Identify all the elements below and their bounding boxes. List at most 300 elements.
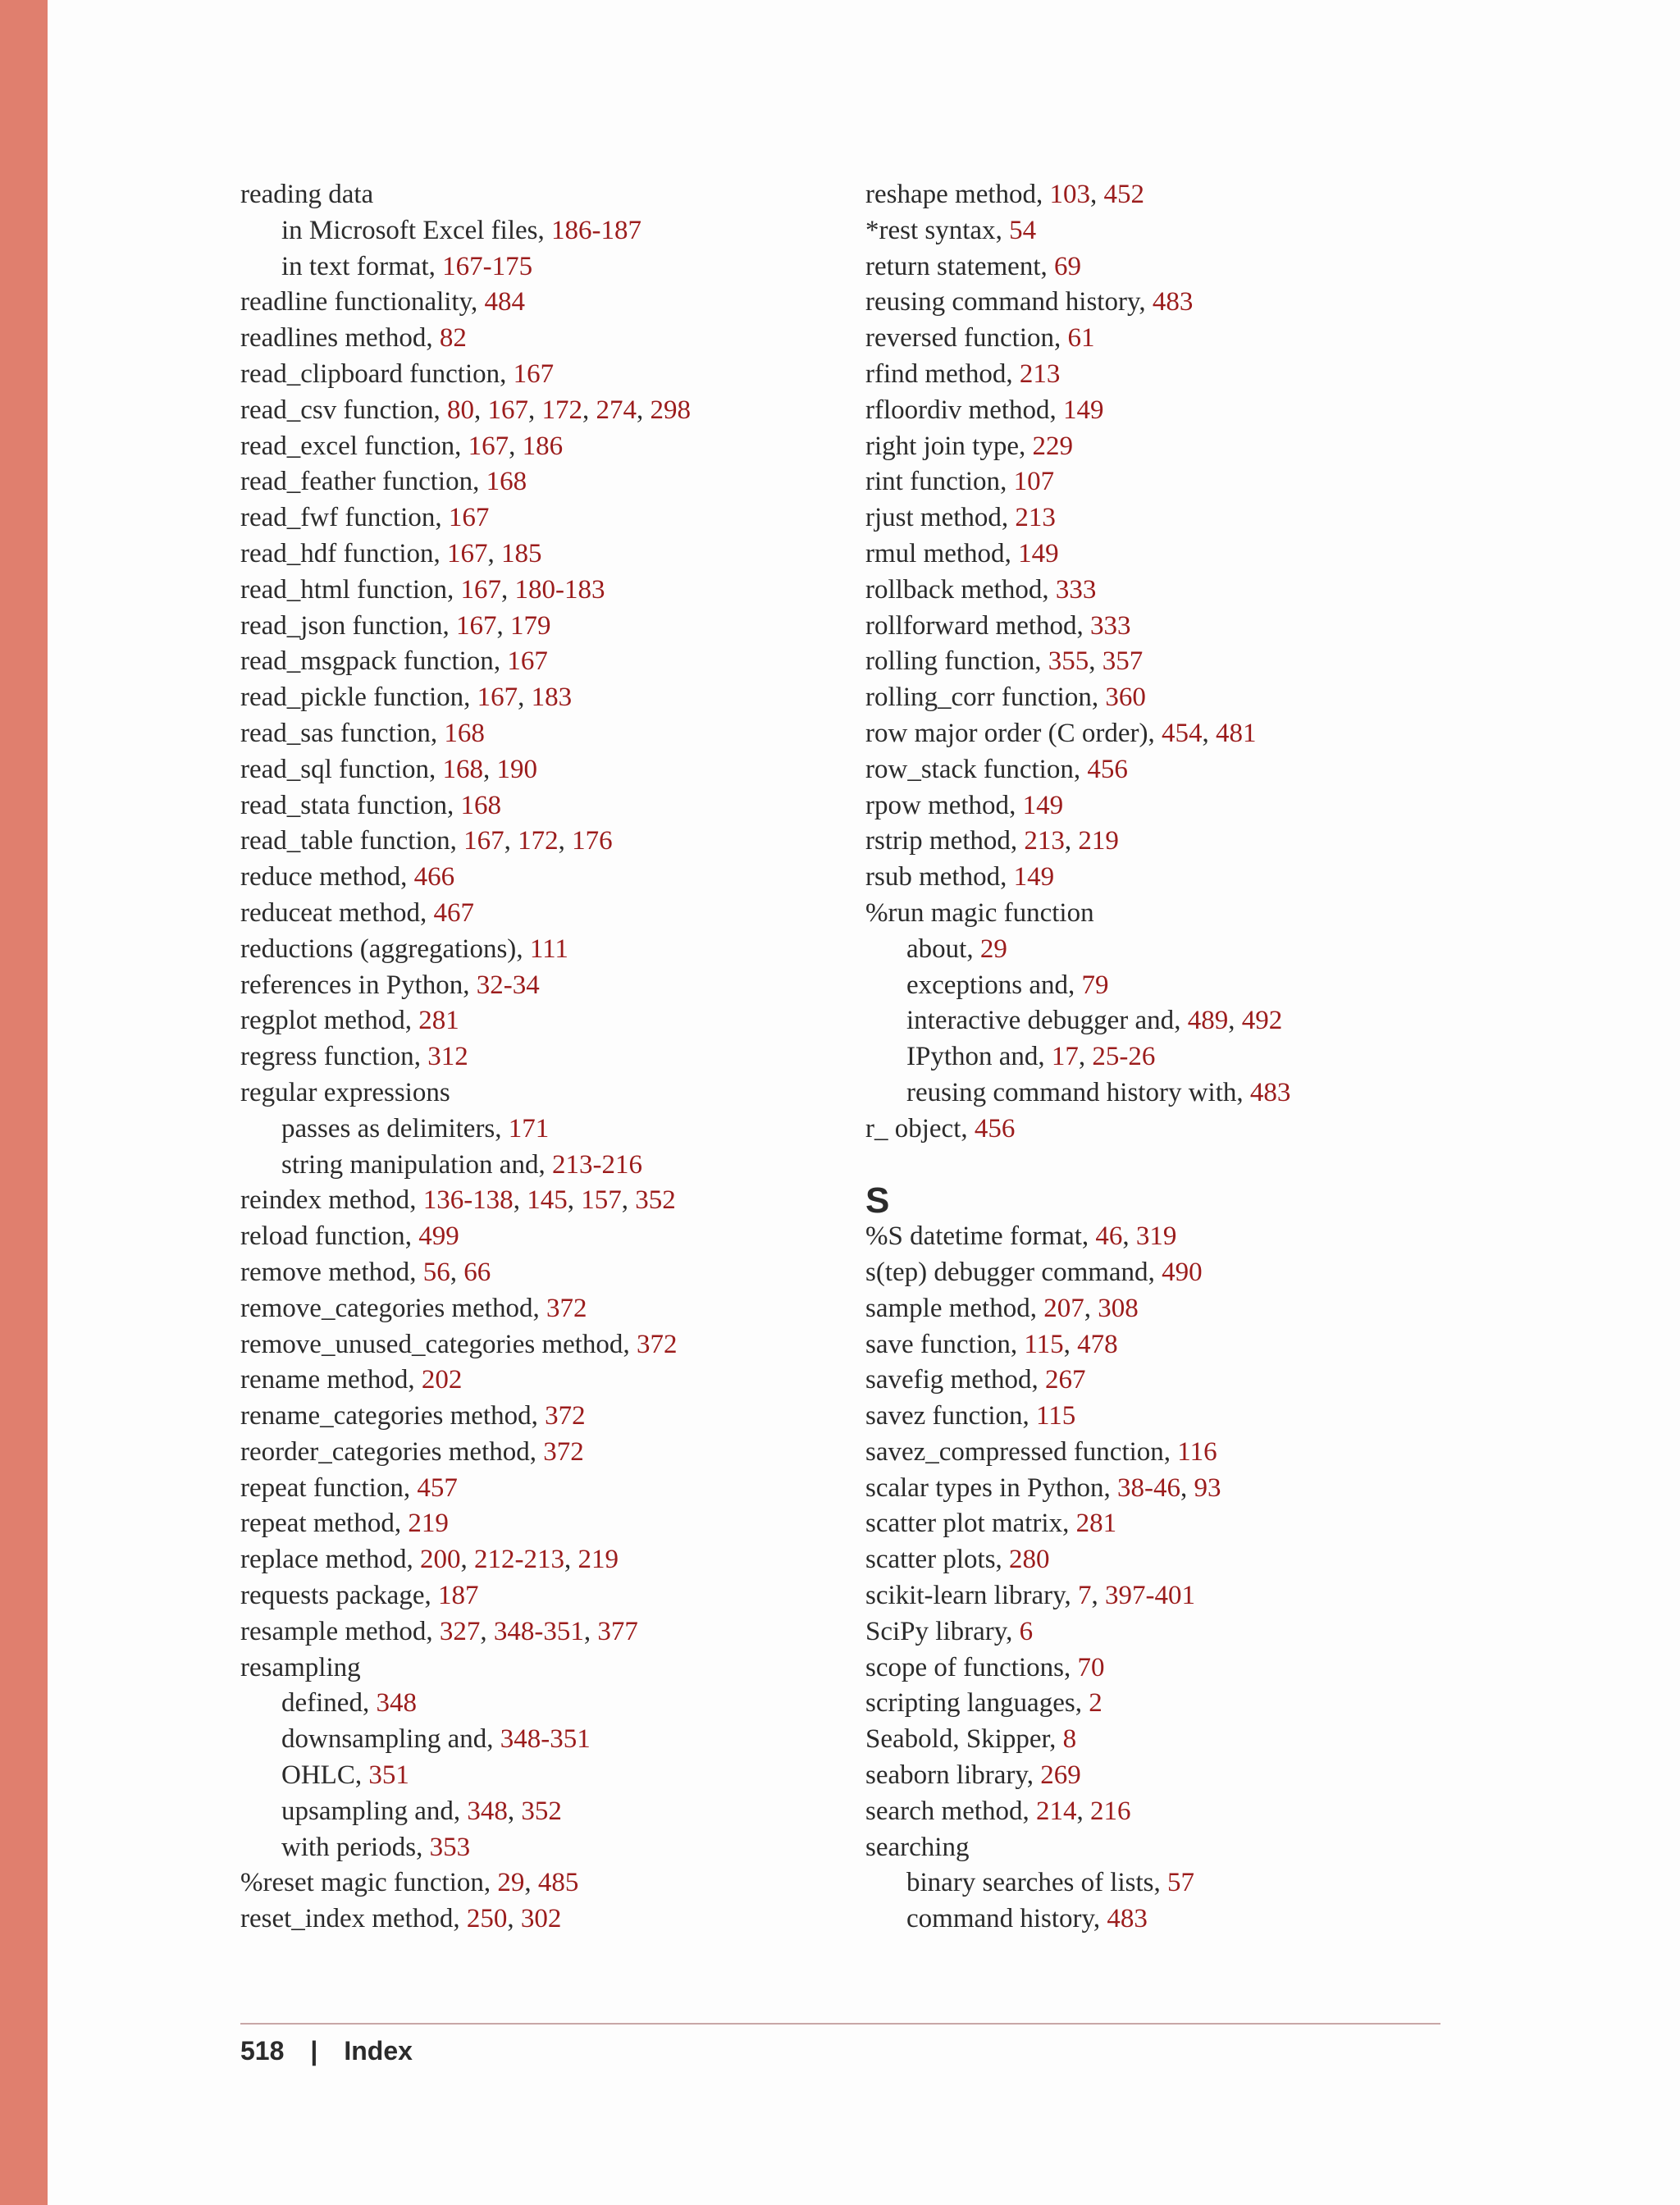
index-term: remove_categories method [240,1293,533,1323]
index-entry: sample method, 207, 308 [865,1293,1139,1323]
index-subentry: downsampling and, 348-351 [281,1724,591,1755]
page-reference-link[interactable]: 397-401 [1105,1581,1196,1611]
page-reference-link[interactable]: 360 [1105,682,1146,713]
index-entry: reindex method, 136-138, 145, 157, 352 [240,1185,676,1216]
page-reference-link[interactable]: 168 [460,790,501,820]
index-term: replace method [240,1545,407,1575]
index-term: in Microsoft Excel files [281,215,538,245]
index-term: savez function [865,1401,1023,1431]
index-entry: reusing command history, 483 [865,287,1194,317]
page-reference-link[interactable]: 167-175 [442,251,533,281]
page-reference-link[interactable]: 452 [1103,180,1145,209]
index-entry: return statement, 69 [865,251,1082,281]
page-reference-link[interactable]: 319 [1135,1221,1177,1252]
index-group-s [865,1219,1440,1938]
index-term: reduceat method [240,897,420,928]
index-entry: scope of functions, 70 [865,1652,1105,1682]
page-reference-link[interactable]: 214 [1036,1796,1077,1826]
page-reference-link[interactable]: 485 [537,1868,579,1898]
page-reference-link[interactable]: 212-213 [473,1545,564,1575]
index-term: reusing command history with [906,1077,1237,1107]
index-term: rjust method [865,503,1002,533]
index-entry: reduceat method, 467 [240,897,474,928]
index-entry: read_sas function, 168 [240,718,485,748]
page-reference-link[interactable]: 348-351 [500,1724,591,1755]
page-reference-link[interactable]: 483 [1152,287,1194,317]
index-entry: rsub method, 149 [865,862,1055,892]
page-reference-link[interactable]: 57 [1167,1868,1194,1898]
index-entry: read_feather function, 168 [240,467,527,497]
index-entry: regress function, 312 [240,1042,468,1072]
index-term: about [906,934,967,964]
index-entry: read_html function, 167, 180-183 [240,574,605,605]
page-reference-link[interactable]: 29 [979,934,1007,964]
page-footer [240,2036,413,2066]
index-term: rmul method [865,538,1005,568]
index-subentry: in Microsoft Excel files, 186-187 [281,215,642,245]
index-term: row major order (C order) [865,718,1148,748]
page-reference-link[interactable]: 7 [1078,1581,1092,1611]
index-term: regplot method [240,1006,405,1036]
index-entry: save function, 115, 478 [865,1329,1118,1359]
page-reference-link[interactable]: 25-26 [1092,1042,1156,1072]
index-term: rollforward method [865,610,1077,641]
index-term: scatter plot matrix [865,1509,1063,1539]
index-term: %reset magic function [240,1868,484,1898]
index-term: read_msgpack function [240,646,494,677]
page-reference-link[interactable]: 149 [1018,538,1059,568]
index-entry: read_table function, 167, 172, 176 [240,826,613,856]
index-term: scalar types in Python [865,1472,1104,1503]
page-reference-link[interactable]: 157 [581,1185,622,1216]
index-term: OHLC [281,1760,355,1791]
index-term: scripting languages [865,1688,1075,1719]
index-term: read_clipboard function [240,358,500,389]
page-reference-link[interactable]: 93 [1194,1472,1221,1503]
page-reference-link[interactable]: 186 [522,431,564,461]
index-term: command history [906,1904,1093,1934]
index-term: in text format [281,251,429,281]
index-term: rfind method [865,358,1007,389]
index-entry: rolling function, 355, 357 [865,646,1144,677]
index-entry: savez function, 115 [865,1401,1076,1431]
index-entry: reorder_categories method, 372 [240,1436,584,1467]
page-reference-link[interactable]: 327 [439,1616,481,1646]
index-entry: remove method, 56, 66 [240,1257,491,1287]
index-term: regress function [240,1042,414,1072]
index-term: IPython and [906,1042,1039,1072]
page-reference-link[interactable]: 46 [1095,1221,1123,1252]
page-reference-link[interactable]: 171 [508,1113,550,1144]
index-entry: remove_unused_categories method, 372 [240,1329,678,1359]
index-subentry: in text format, 167-175 [281,251,533,281]
page-reference-link[interactable]: 280 [1009,1545,1050,1575]
index-term: defined [281,1688,363,1719]
page-reference-link[interactable]: 80 [447,395,474,425]
page-reference-link[interactable]: 168 [444,718,485,748]
page-reference-link[interactable]: 167 [477,682,518,713]
index-term: reset_index method [240,1904,454,1934]
index-term: reading data [240,180,374,209]
index-entry: rpow method, 149 [865,790,1064,820]
page-reference-link[interactable]: 82 [439,323,467,354]
index-entry: row major order (C order), 454, 481 [865,718,1257,748]
index-term: references in Python [240,970,463,1000]
index-term: upsampling and [281,1796,454,1826]
index-entry: reduce method, 466 [240,862,455,892]
index-term: passes as delimiters [281,1113,495,1144]
page-reference-link[interactable]: 190 [496,754,538,784]
footer-divider [240,2023,1440,2025]
index-term: sample method [865,1293,1030,1323]
page-reference-link[interactable]: 267 [1045,1365,1086,1395]
index-entry: references in Python, 32-34 [240,970,540,1000]
page-reference-link[interactable]: 213 [1015,503,1056,533]
page-reference-link[interactable]: 213 [1024,826,1065,856]
page-reference-link[interactable]: 274 [596,395,637,425]
page-reference-link[interactable]: 56 [422,1257,450,1287]
index-entry: *rest syntax, 54 [865,215,1037,245]
page-reference-link[interactable]: 115 [1024,1329,1064,1359]
index-entry: rename_categories method, 372 [240,1401,586,1431]
page-reference-link[interactable]: 281 [1075,1509,1117,1539]
page-reference-link[interactable]: 216 [1090,1796,1131,1826]
index-group-r [865,177,1440,1148]
index-term: repeat method [240,1509,395,1539]
page-reference-link[interactable]: 2 [1089,1688,1102,1719]
page-reference-link[interactable]: 213 [1019,358,1061,389]
page-reference-link[interactable]: 333 [1090,610,1131,641]
index-entry: readline functionality, 484 [240,287,525,317]
index-term: read_sql function [240,754,430,784]
page-reference-link[interactable]: 483 [1107,1904,1148,1934]
page-reference-link[interactable]: 200 [419,1545,461,1575]
page-reference-link[interactable]: 229 [1032,431,1073,461]
index-term: read_hdf function [240,538,434,568]
index-entry: scatter plot matrix, 281 [865,1509,1117,1539]
index-term: rolling_corr function [865,682,1092,713]
page-reference-link[interactable]: 250 [466,1904,508,1934]
index-entry: SciPy library, 6 [865,1616,1034,1646]
page-reference-link[interactable]: 179 [510,610,551,641]
page-reference-link[interactable]: 357 [1102,646,1144,677]
page-reference-link[interactable]: 499 [418,1221,459,1252]
page-reference-link[interactable]: 308 [1098,1293,1139,1323]
page-reference-link[interactable]: 145 [527,1185,568,1216]
page-reference-link[interactable]: 489 [1187,1006,1229,1036]
index-subentry: about, 29 [906,934,1007,964]
index-term: row_stack function [865,754,1074,784]
index-term: reorder_categories method [240,1436,530,1467]
index-column-right [865,177,1440,1938]
page-reference-link[interactable]: 176 [572,826,613,856]
index-term: seaborn library [865,1760,1027,1791]
page-reference-link[interactable]: 70 [1077,1652,1105,1682]
page-reference-link[interactable]: 111 [529,934,568,964]
index-entry: r_ object, 456 [865,1113,1016,1144]
page-reference-link[interactable]: 348 [467,1796,508,1826]
index-subentry: passes as delimiters, 171 [281,1113,550,1144]
page-reference-link[interactable]: 481 [1216,718,1257,748]
page-reference-link[interactable]: 172 [518,826,559,856]
page-reference-link[interactable]: 180-183 [514,574,605,605]
page-reference-link[interactable]: 149 [1013,862,1055,892]
page-reference-link[interactable]: 348-351 [493,1616,584,1646]
page-reference-link[interactable]: 167 [487,395,528,425]
index-entry: rjust method, 213 [865,503,1056,533]
index-entry: rolling_corr function, 360 [865,682,1146,713]
page-reference-link[interactable]: 219 [408,1509,449,1539]
index-term: %S datetime format [865,1221,1082,1252]
index-subentry: command history, 483 [906,1904,1148,1934]
page-reference-link[interactable]: 302 [520,1904,562,1934]
page-reference-link[interactable]: 69 [1054,251,1082,281]
index-entry: regplot method, 281 [240,1006,459,1036]
index-subentry: upsampling and, 348, 352 [281,1796,562,1826]
page-reference-link[interactable]: 116 [1177,1436,1217,1467]
page-reference-link[interactable]: 149 [1063,395,1104,425]
index-entry [865,1830,1440,1866]
index-term: rolling function [865,646,1035,677]
page-reference-link[interactable]: 269 [1040,1760,1081,1791]
index-entry: read_sql function, 168, 190 [240,754,538,784]
page-reference-link[interactable]: 298 [650,395,691,425]
page-reference-link[interactable]: 351 [368,1760,409,1791]
index-entry: remove_categories method, 372 [240,1293,587,1323]
index-term: s(tep) debugger command [865,1257,1148,1287]
index-term: read_feather function [240,467,473,497]
page-reference-link[interactable]: 149 [1022,790,1064,820]
page-reference-link[interactable]: 61 [1067,323,1095,354]
page-reference-link[interactable]: 281 [418,1006,459,1036]
index-term: reload function [240,1221,405,1252]
index-term: regular expressions [240,1077,450,1107]
index-term: resampling [240,1652,361,1682]
index-entry: scatter plots, 280 [865,1545,1050,1575]
page-reference-link[interactable]: 483 [1249,1077,1291,1107]
index-entry [240,1075,815,1112]
page-reference-link[interactable]: 66 [463,1257,491,1287]
index-entry [865,896,1440,932]
index-entry: scalar types in Python, 38-46, 93 [865,1472,1221,1503]
index-entry: reversed function, 61 [865,323,1095,354]
index-entry: rename method, 202 [240,1365,463,1395]
page-reference-link[interactable]: 167 [513,358,555,389]
index-term: reductions (aggregations) [240,934,517,964]
page-reference-link[interactable]: 172 [541,395,582,425]
index-entry: rollforward method, 333 [865,610,1131,641]
index-subentry: with periods, 353 [281,1832,471,1862]
index-entry: resample method, 327, 348-351, 377 [240,1616,638,1646]
page-reference-link[interactable]: 136-138 [422,1185,514,1216]
page-reference-link[interactable]: 167 [463,826,504,856]
index-term: right join type [865,431,1019,461]
index-entry: read_clipboard function, 167 [240,358,555,389]
index-term: reduce method [240,862,401,892]
page-reference-link[interactable]: 352 [635,1185,676,1216]
index-term: requests package [240,1581,425,1611]
index-column-left [240,177,815,1938]
page-reference-link[interactable]: 355 [1048,646,1089,677]
index-term: scope of functions [865,1652,1064,1682]
index-term: searching [865,1832,970,1862]
index-subentry: exceptions and, 79 [906,970,1109,1000]
page-reference-link[interactable]: 167 [456,610,497,641]
index-entry: read_msgpack function, 167 [240,646,548,677]
page-reference-link[interactable]: 466 [413,862,455,892]
index-term: readlines method [240,323,427,354]
page-reference-link[interactable]: 312 [427,1042,468,1072]
index-term: r_ object [865,1113,961,1144]
index-term: read_json function [240,610,443,641]
page-reference-link[interactable]: 372 [546,1293,587,1323]
page-reference-link[interactable]: 467 [433,897,474,928]
index-term: interactive debugger and [906,1006,1175,1036]
page-reference-link[interactable]: 377 [597,1616,638,1646]
index-entry: rmul method, 149 [865,538,1059,568]
index-entry: Seabold, Skipper, 8 [865,1724,1077,1755]
page-reference-link[interactable]: 478 [1077,1329,1118,1359]
index-entry: read_hdf function, 167, 185 [240,538,542,568]
index-subentry: string manipulation and, 213-216 [281,1149,642,1180]
page-reference-link[interactable]: 103 [1049,180,1091,209]
page-reference-link[interactable]: 185 [501,538,542,568]
index-entry: reductions (aggregations), 111 [240,934,568,964]
page-reference-link[interactable]: 167 [507,646,548,677]
page-reference-link[interactable]: 167 [460,574,502,605]
index-term: scikit-learn library [865,1581,1065,1611]
index-term: reindex method [240,1185,410,1216]
index-entry: read_csv function, 80, 167, 172, 274, 298 [240,395,691,425]
index-term: savez_compressed function [865,1436,1164,1467]
page-reference-link[interactable]: 29 [497,1868,525,1898]
index-term: read_sas function [240,718,431,748]
index-term: rfloordiv method [865,395,1050,425]
index-entry: %S datetime format, 46, 319 [865,1221,1177,1252]
page-reference-link[interactable]: 454 [1162,718,1203,748]
page-reference-link[interactable]: 353 [429,1832,471,1862]
index-term: rsub method [865,862,1001,892]
index-entry: row_stack function, 456 [865,754,1128,784]
index-term: save function [865,1329,1011,1359]
index-term: search method [865,1796,1023,1826]
side-color-band [0,0,48,2205]
page-reference-link[interactable]: 32-34 [476,970,540,1000]
page-number: 518 [240,2036,285,2066]
page-reference-link[interactable]: 213-216 [551,1149,642,1180]
index-term: readline functionality [240,287,471,317]
page-reference-link[interactable]: 484 [484,287,525,317]
index-term: reusing command history [865,287,1139,317]
index-term: exceptions and [906,970,1069,1000]
page-reference-link[interactable]: 115 [1036,1401,1076,1431]
index-entry: s(tep) debugger command, 490 [865,1257,1203,1287]
page-reference-link[interactable]: 167 [468,431,509,461]
page-reference-link[interactable]: 372 [543,1436,584,1467]
index-term: rename_categories method [240,1401,532,1431]
index-term: resample method [240,1616,427,1646]
page-reference-link[interactable]: 186-187 [551,215,642,245]
index-entry: reset_index method, 250, 302 [240,1904,562,1934]
index-entry: seaborn library, 269 [865,1760,1081,1791]
index-entry [240,177,815,213]
index-term: rollback method [865,574,1043,605]
page-reference-link[interactable]: 219 [1078,826,1119,856]
footer-separator: | [310,2036,318,2066]
index-entry: read_stata function, 168 [240,790,501,820]
index-entry: right join type, 229 [865,431,1073,461]
page-reference-link[interactable]: 207 [1043,1293,1084,1323]
index-entry: reload function, 499 [240,1221,459,1252]
page-reference-link[interactable]: 202 [421,1365,463,1395]
page-reference-link[interactable]: 352 [521,1796,562,1826]
page-reference-link[interactable]: 456 [1087,754,1128,784]
page-reference-link[interactable]: 372 [636,1329,678,1359]
index-term: read_stata function [240,790,447,820]
index-entry: reshape method, 103, 452 [865,180,1145,209]
page-reference-link[interactable]: 167 [448,503,490,533]
page-reference-link[interactable]: 492 [1241,1006,1283,1036]
page-reference-link[interactable]: 167 [447,538,488,568]
index-entry: requests package, 187 [240,1581,479,1611]
page-reference-link[interactable]: 54 [1009,215,1037,245]
index-term: downsampling and [281,1724,487,1755]
page-reference-link[interactable]: 457 [417,1472,458,1503]
page-reference-link[interactable]: 490 [1162,1257,1203,1287]
page-reference-link[interactable]: 372 [545,1401,586,1431]
index-subentry: binary searches of lists, 57 [906,1868,1194,1898]
page-reference-link[interactable]: 187 [437,1581,479,1611]
index-term: SciPy library [865,1616,1007,1646]
page-reference-link[interactable]: 168 [442,754,484,784]
index-entry: rstrip method, 213, 219 [865,826,1119,856]
index-entry: read_excel function, 167, 186 [240,431,564,461]
index-term: rpow method [865,790,1010,820]
page-reference-link[interactable]: 79 [1081,970,1109,1000]
index-term: rename method [240,1365,409,1395]
index-entry: rollback method, 333 [865,574,1097,605]
index-entry: search method, 214, 216 [865,1796,1131,1826]
page-reference-link[interactable]: 8 [1062,1724,1077,1755]
index-term: Seabold, Skipper [865,1724,1050,1755]
index-term: with periods [281,1832,417,1862]
page-reference-link[interactable]: 38-46 [1117,1472,1181,1503]
page-reference-link[interactable]: 333 [1055,574,1097,605]
page-reference-link[interactable]: 17 [1051,1042,1079,1072]
index-term: reshape method [865,180,1037,209]
page-reference-link[interactable]: 6 [1019,1616,1034,1646]
index-entry: read_pickle function, 167, 183 [240,682,573,713]
index-subentry: IPython and, 17, 25-26 [906,1042,1156,1072]
index-entry: read_json function, 167, 179 [240,610,551,641]
index-entry: repeat method, 219 [240,1509,449,1539]
index-entry: rfloordiv method, 149 [865,395,1104,425]
page-reference-link[interactable]: 168 [486,467,527,497]
index-subentry: reusing command history with, 483 [906,1077,1291,1107]
index-entry: rint function, 107 [865,467,1055,497]
page-reference-link[interactable]: 348 [376,1688,417,1719]
page-reference-link[interactable]: 219 [578,1545,619,1575]
page-reference-link[interactable]: 183 [531,682,573,713]
page-reference-link[interactable]: 107 [1013,467,1055,497]
index-term: remove_unused_categories method [240,1329,623,1359]
index-term: remove method [240,1257,410,1287]
index-entry: read_fwf function, 167 [240,503,490,533]
page-reference-link[interactable]: 456 [974,1113,1016,1144]
index-term: savefig method [865,1365,1032,1395]
index-term: string manipulation and [281,1149,539,1180]
index-term: read_table function [240,826,450,856]
